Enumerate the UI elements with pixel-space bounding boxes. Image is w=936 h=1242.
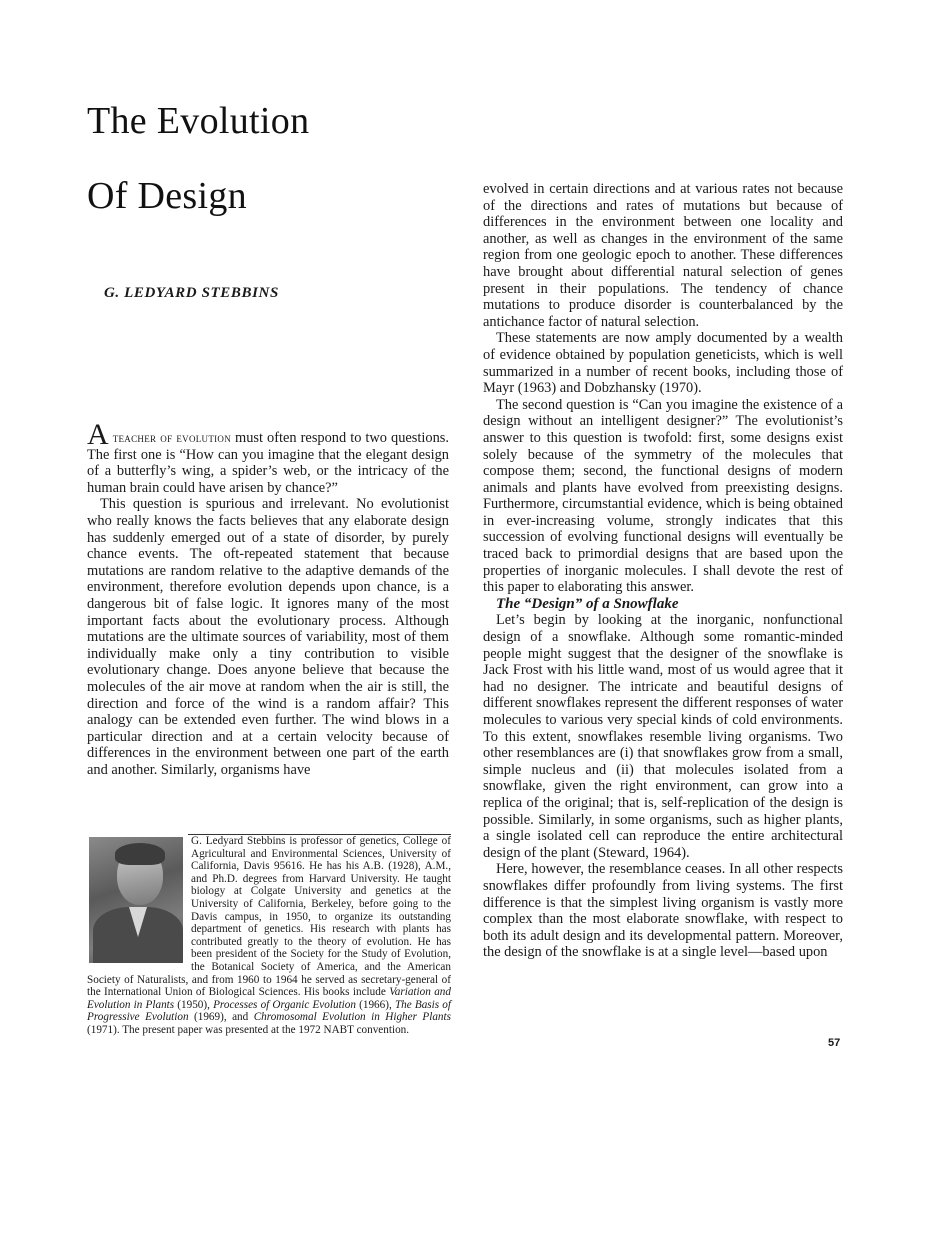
page-number: 57 [828, 1037, 841, 1049]
bio-text-2: (1950), [174, 998, 214, 1011]
title-line-2: Of Design [87, 175, 247, 217]
bio-book-4: Chromosomal Evolution in Higher Plants [253, 1011, 451, 1024]
left-paragraph-2: This question is spurious and irrelevant. No evolutionist who really knows the facts believes that any elaborate design has suddenly emerged out of a state of disorder, by purely chance events. The oft-repeated statement that because mutations are random relative to the adaptive demands of the environment, therefore evolution depends upon chance, is a dangerous bit of false logic. It ignores many of the most important facts about the evolutionary process. Although mutations are the ultimate sources of variability, most of them individually make only a tiny contribution to visible evolutionary change. Does anyone believe that because the molecules of the air move at random when the air is still, the direction and force of the wind is a random affair? This analogy can be extended even further. The wind blows in a particular direction and at a certain velocity because of differences in the environment between one part of the earth and another. Similarly, organisms have [87, 496, 449, 778]
bio-text-3: (1966), [355, 998, 395, 1011]
left-column [87, 418, 449, 778]
title-line-1: The Evolution [87, 100, 310, 142]
bio-text-1: G. Ledyard Stebbins is professor of genetics, College of Agricultural and Environmental Sciences, University of California, Davis 95616. He has his A.B. (1928), A.M., and Ph.D. degrees from Harvard University. He taught biology at Colgate University and genetics at the University of California, Berkeley, before going to the Davis campus, in 1950, to organize its outstanding department of genetics. His research with plants has contributed greatly to the theory of evolution. He has been president of the Society for the Study of Evolution, the Botanical Society of America, and the American Society of Naturalists, and from 1960 to 1964 he served as secretary-general of the International Union of Biological Sciences. His books include [87, 835, 451, 999]
small-caps-lead: teacher of evolution [112, 430, 232, 445]
author-name: G. LEDYARD STEBBINS [104, 285, 279, 301]
right-paragraph-1: evolved in certain directions and at various rates not because of the directions and rates of mutations but because of differences in the environment between one locality and another, as well as changes in the environment of the same region from one geologic epoch to another. These differences have brought about differential natural selection of genes present in their populations. The tendency of chance mutations to produce disorder is counterbalanced by the antichance factor of natural selection. [483, 181, 843, 330]
drop-cap: A [87, 418, 109, 451]
right-paragraph-2: These statements are now amply documented by a wealth of evidence obtained by population geneticists, which is well summarized in a number of recent books, including those of Mayr (1963) and Dobzhansky (1970). [483, 330, 843, 397]
bio-book-3: The Basis of Progressive Evolution [87, 998, 451, 1024]
right-paragraph-5: Here, however, the resemblance ceases. In all other respects snowflakes differ profoundly from living systems. The first difference is that the simplest living organism is vastly more complex than the most elaborate snowflake, with respect to both its adult design and its developmental pattern. Moreover, the design of the snowflake is at a single level—based upon [483, 861, 843, 961]
bio-text-4: (1969), and [188, 1011, 254, 1024]
left-paragraph-1-text: must often respond to two questions. The first one is “How can you imagine that the elegant design of a butterfly’s wing, a spider’s web, or the intricacy of the human brain could have arisen by chance?” [87, 430, 449, 496]
author-photo [89, 837, 183, 963]
right-paragraph-4: Let’s begin by looking at the inorganic, nonfunctional design of a snowflake. Although some romantic-minded people might suggest that the designer of the snowflake is Jack Frost with his little wand, most of us would agree that it had no designer. The intricate and beautiful designs of different snowflakes represent the different responses of water molecules to various very special kinds of cold environments. To this extent, snowflakes resemble living organisms. Two other resemblances are (i) that snowflakes grow from a small, simple nucleus and (ii) that molecules isolated from a snowflake, given the right environment, can grow into a replica of the original; that is, self-replication of the design is possible. Similarly, in some organisms, such as higher plants, a single isolated cell can reproduce the entire architectural design of the plant (Steward, 1964). [483, 612, 843, 861]
bio-text-5: (1971). The present paper was presented at the 1972 NABT convention. [87, 1023, 410, 1036]
author-bio [87, 835, 451, 1037]
right-paragraph-3: The second question is “Can you imagine the existence of a design without an intelligent designer?” The evolutionist’s answer to this question is twofold: first, some designs exist solely because of the symmetry of the molecules that compose them; second, the functional designs of modern animals and plants have evolved from preexisting designs. Furthermore, circumstantial evidence, which is being obtained in ever-increasing volume, strongly indicates that this succession of evolving functional designs will eventually be traced back to primordial designs that are based upon the properties of inorganic molecules. I shall devote the rest of this paper to elaborating this answer. [483, 396, 843, 596]
right-column [483, 181, 843, 961]
bio-book-2: Processes of Organic Evolution [213, 998, 356, 1011]
section-heading: The “Design” of a Snowflake [496, 595, 679, 612]
left-paragraph-1 [87, 418, 449, 496]
bio-book-1: Variation and Evolution in Plants [87, 986, 451, 1011]
